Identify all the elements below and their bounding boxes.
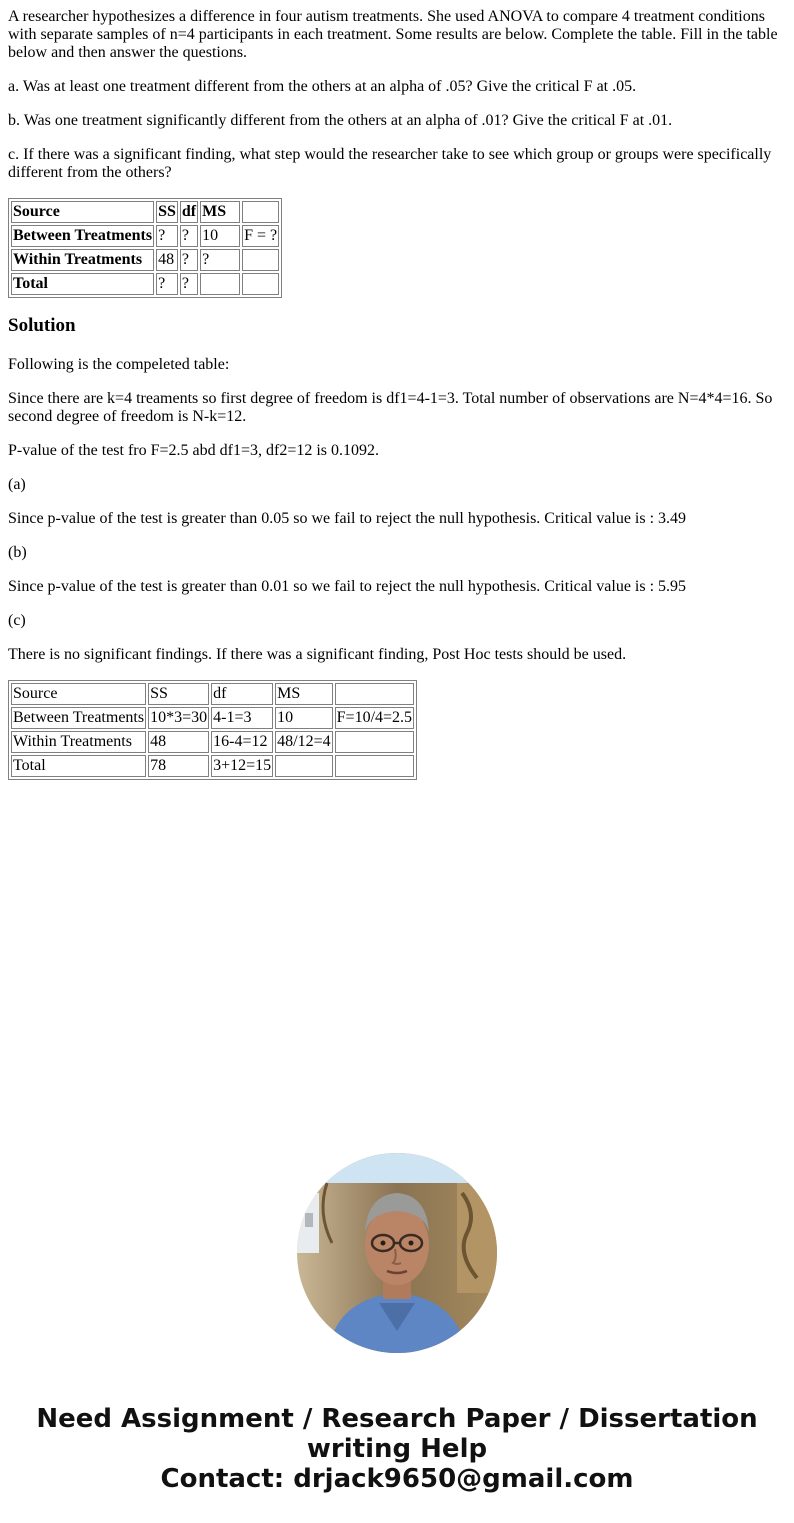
table-row xyxy=(11,273,279,295)
table-cell xyxy=(242,201,279,223)
answer-label-b: (b) xyxy=(8,544,27,561)
footer-line: Need Assignment / Research Paper / Dissertation xyxy=(36,1404,758,1434)
avatar-photo xyxy=(297,1153,497,1353)
footer-line: writing Help xyxy=(306,1434,488,1464)
table-cell: df xyxy=(180,201,198,223)
table-cell: ? xyxy=(200,249,240,271)
table-cell: F = ? xyxy=(242,225,279,247)
solution-anova-table xyxy=(8,680,417,780)
table-cell: ? xyxy=(156,273,178,295)
solution-heading: Solution xyxy=(8,315,76,336)
question-intro: A researcher hypothesizes a difference in four autism treatments. She used ANOVA to compare 4 treatment conditions with separate samples of n=4 participants in each treatment. Some results are below. Complete the table. Fill in the table below and then answer the questions. xyxy=(8,8,778,61)
table-cell: 10 xyxy=(275,707,332,729)
table-cell: 10 xyxy=(200,225,240,247)
solution-paragraph: P-value of the test fro F=2.5 abd df1=3, df2=12 is 0.1092. xyxy=(8,442,380,459)
answer-label-c: (c) xyxy=(8,612,26,629)
table-cell: SS xyxy=(148,683,209,705)
table-cell xyxy=(200,273,240,295)
table-cell: 48 xyxy=(148,731,209,753)
table-cell: ? xyxy=(180,225,198,247)
question-c: c. If there was a significant finding, what step would the researcher take to see which group or groups were specifically different from the others? xyxy=(8,146,772,181)
table-cell xyxy=(335,731,414,753)
table-cell: Total xyxy=(11,755,146,777)
table-cell: 78 xyxy=(148,755,209,777)
table-cell: ? xyxy=(156,225,178,247)
table-cell: 4-1=3 xyxy=(211,707,273,729)
answer-a: Since p-value of the test is greater than 0.05 so we fail to reject the null hypothesis. Critical value is : 3.49 xyxy=(8,510,687,527)
footer-banner xyxy=(0,1404,794,1494)
contact-line: Contact: drjack9650@gmail.com xyxy=(160,1464,634,1494)
table-cell: Total xyxy=(11,273,154,295)
solution-paragraph: Since there are k=4 treaments so first degree of freedom is df1=4-1=3. Total number of observations are N=4*4=16. So second degree of freedom is N-k=12. xyxy=(8,390,773,425)
table-cell: MS xyxy=(200,201,240,223)
table-cell: 3+12=15 xyxy=(211,755,273,777)
table-cell xyxy=(275,755,332,777)
answer-b: Since p-value of the test is greater than 0.01 so we fail to reject the null hypothesis. Critical value is : 5.95 xyxy=(8,578,687,595)
table-cell: 16-4=12 xyxy=(211,731,273,753)
table-cell: F=10/4=2.5 xyxy=(335,707,414,729)
table-cell: ? xyxy=(180,273,198,295)
table-cell: 10*3=30 xyxy=(148,707,209,729)
table-cell: 48 xyxy=(156,249,178,271)
question-b: b. Was one treatment significantly different from the others at an alpha of .01? Give the critical F at .01. xyxy=(8,112,673,129)
answer-c: There is no significant findings. If there was a significant finding, Post Hoc tests should be used. xyxy=(8,646,627,663)
table-cell: ? xyxy=(180,249,198,271)
table-header-row xyxy=(11,201,279,223)
table-cell: MS xyxy=(275,683,332,705)
table-cell: Source xyxy=(11,201,154,223)
table-cell: Within Treatments xyxy=(11,249,154,271)
table-row xyxy=(11,225,279,247)
table-cell xyxy=(335,683,414,705)
question-anova-table xyxy=(8,198,282,298)
table-cell: Between Treatments xyxy=(11,225,154,247)
document-content xyxy=(8,8,786,797)
table-cell: SS xyxy=(156,201,178,223)
avatar xyxy=(297,1153,497,1353)
table-cell: df xyxy=(211,683,273,705)
table-cell xyxy=(242,273,279,295)
question-a: a. Was at least one treatment different from the others at an alpha of .05? Give the critical F at .05. xyxy=(8,78,637,95)
table-cell xyxy=(335,755,414,777)
table-cell: 48/12=4 xyxy=(275,731,332,753)
table-cell xyxy=(242,249,279,271)
table-cell: Between Treatments xyxy=(11,707,146,729)
table-header-row xyxy=(11,683,414,705)
table-row xyxy=(11,707,414,729)
table-cell: Source xyxy=(11,683,146,705)
answer-label-a: (a) xyxy=(8,476,26,493)
solution-paragraph: Following is the compeleted table: xyxy=(8,356,230,373)
table-row xyxy=(11,755,414,777)
table-row xyxy=(11,249,279,271)
table-cell: Within Treatments xyxy=(11,731,146,753)
table-row xyxy=(11,731,414,753)
